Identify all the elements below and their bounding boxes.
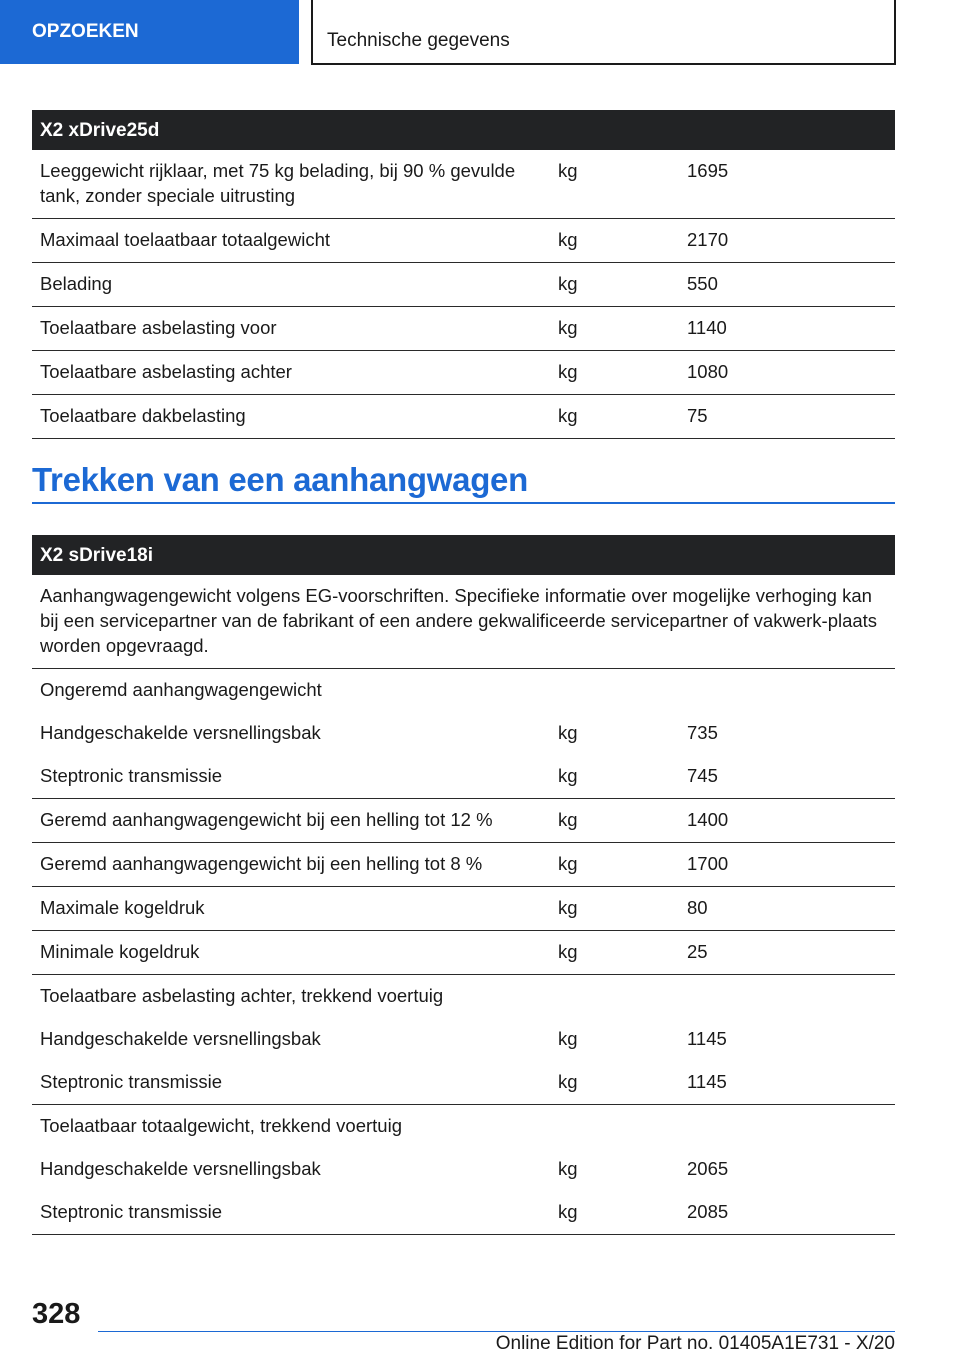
row-value: 25	[679, 931, 895, 975]
row-label: Toelaatbare asbelasting voor	[32, 307, 550, 351]
row-unit: kg	[550, 263, 679, 307]
opzoeken-tab-label: OPZOEKEN	[32, 21, 139, 42]
table-intro: Aanhangwagengewicht volgens EG-voorschriften. Specifieke informatie over mogelijke verhoging kan bij een servicepartner van de fabrikant of een andere gekwalificeerde servicepartner of vakwerk-plaats worden opgevraagd.	[32, 575, 895, 669]
row-unit: kg	[550, 799, 679, 843]
table-row	[32, 669, 895, 713]
row-value	[679, 1105, 895, 1149]
row-value: 1695	[679, 150, 895, 219]
table-row	[32, 307, 895, 351]
table-intro-row	[32, 575, 895, 669]
table-row	[32, 843, 895, 887]
table-row	[32, 395, 895, 439]
row-unit: kg	[558, 722, 578, 743]
row-label: Geremd aanhangwagengewicht bij een helling tot 12 %	[32, 799, 550, 843]
row-label: Leeggewicht rijklaar, met 75 kg belading, bij 90 % gevulde tank, zonder speciale uitrusting	[32, 150, 550, 219]
row-value: 1145	[687, 1028, 727, 1049]
row-value: 1700	[679, 843, 895, 887]
spec-table-sdrive18i	[32, 535, 895, 1235]
footer-edition-text: Online Edition for Part no. 01405A1E731 - X/20	[495, 1333, 895, 1354]
chapter-title-text: Technische gegevens	[327, 30, 510, 51]
row-label: Belading	[32, 263, 550, 307]
row-value: 1400	[679, 799, 895, 843]
row-unit: kg	[550, 755, 679, 799]
row-label: Maximale kogeldruk	[32, 887, 550, 931]
row-value: 735	[687, 722, 718, 743]
row-label: Handgeschakelde versnellingsbak	[40, 1158, 321, 1179]
table-row	[32, 1018, 895, 1061]
page-number: 328	[32, 1298, 81, 1330]
table-row	[32, 1191, 895, 1235]
opzoeken-tab[interactable]	[0, 0, 299, 64]
table-row	[32, 931, 895, 975]
row-unit: kg	[550, 931, 679, 975]
row-value: 1080	[679, 351, 895, 395]
row-label: Handgeschakelde versnellingsbak	[40, 1028, 321, 1049]
footer-divider	[98, 1331, 895, 1332]
row-value	[679, 669, 895, 713]
row-value: 80	[679, 887, 895, 931]
row-unit: kg	[550, 307, 679, 351]
row-unit: kg	[550, 395, 679, 439]
table-row	[32, 351, 895, 395]
row-unit: kg	[550, 843, 679, 887]
row-unit: kg	[550, 219, 679, 263]
table-row	[32, 1148, 895, 1191]
row-value	[679, 975, 895, 1019]
row-unit	[550, 1105, 679, 1149]
row-label: Steptronic transmissie	[32, 1191, 550, 1235]
table-row	[32, 712, 895, 755]
row-unit: kg	[550, 887, 679, 931]
row-unit: kg	[550, 1191, 679, 1235]
table-row	[32, 755, 895, 799]
row-label: Toelaatbare asbelasting achter	[32, 351, 550, 395]
row-value: 550	[679, 263, 895, 307]
row-label: Ongeremd aanhangwagengewicht	[40, 679, 322, 700]
row-label: Toelaatbaar totaalgewicht, trekkend voertuig	[40, 1115, 402, 1136]
section-heading: Trekken van een aanhangwagen	[32, 458, 895, 504]
row-unit: kg	[550, 351, 679, 395]
row-value: 2085	[679, 1191, 895, 1235]
table-heading: X2 sDrive18i	[32, 535, 895, 575]
row-label: Steptronic transmissie	[32, 755, 550, 799]
table-row	[32, 263, 895, 307]
chapter-title	[311, 0, 896, 65]
row-unit: kg	[558, 1158, 578, 1179]
row-unit: kg	[558, 1028, 578, 1049]
row-label: Steptronic transmissie	[32, 1061, 550, 1105]
table-row	[32, 219, 895, 263]
row-label: Minimale kogeldruk	[32, 931, 550, 975]
row-unit	[550, 669, 679, 713]
row-unit: kg	[550, 150, 679, 219]
row-value: 1140	[679, 307, 895, 351]
row-label: Handgeschakelde versnellingsbak	[40, 722, 321, 743]
row-label: Geremd aanhangwagengewicht bij een helling tot 8 %	[32, 843, 550, 887]
row-value: 2065	[687, 1158, 729, 1179]
table-row	[32, 799, 895, 843]
table-row	[32, 150, 895, 219]
row-value: 75	[679, 395, 895, 439]
row-label: Toelaatbare dakbelasting	[32, 395, 550, 439]
row-unit	[550, 975, 679, 1019]
row-value: 1145	[679, 1061, 895, 1105]
spec-table-xdrive25d	[32, 110, 895, 439]
table-row	[32, 887, 895, 931]
table-row	[32, 1061, 895, 1105]
table-row	[32, 975, 895, 1019]
row-label: Toelaatbare asbelasting achter, trekkend voertuig	[40, 985, 444, 1006]
row-value: 2170	[679, 219, 895, 263]
row-value: 745	[679, 755, 895, 799]
table-heading: X2 xDrive25d	[32, 110, 895, 150]
row-unit: kg	[550, 1061, 679, 1105]
table-row	[32, 1105, 895, 1149]
row-label: Maximaal toelaatbaar totaalgewicht	[32, 219, 550, 263]
